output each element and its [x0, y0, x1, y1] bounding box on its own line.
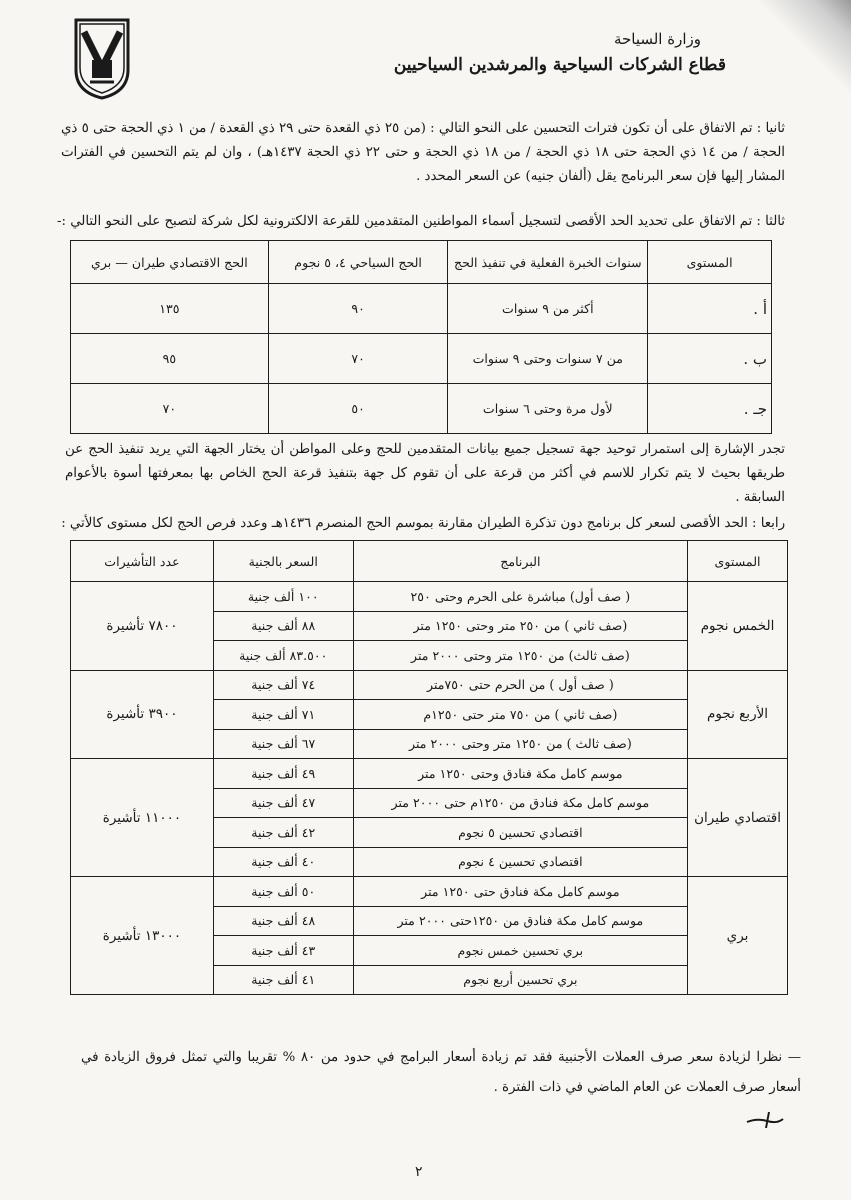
program-cell: موسم كامل مكة فنادق حتى ١٢٥٠ متر	[353, 877, 687, 907]
visa-count-cell: ١٣٠٠٠ تأشيرة	[71, 877, 214, 995]
experience-table	[70, 240, 772, 434]
visa-count-cell: ٣٩٠٠ تأشيرة	[71, 670, 214, 759]
tourism-quota-cell: ٥٠	[268, 384, 448, 434]
price-cell: ٤٩ ألف جنية	[213, 759, 353, 789]
experience-cell: من ٧ سنوات وحتى ٩ سنوات	[448, 334, 648, 384]
signature-mark-icon	[745, 1108, 785, 1132]
tourism-quota-cell: ٩٠	[268, 284, 448, 334]
paragraph-registration: تجدر الإشارة إلى استمرار توحيد جهة تسجيل جميع بيانات المتقدمين للحج وعلى المواطن أن يختار الجهة التي يريد تنفيذ الحج عن طريقها بحيث لا يتم تكرار للاسم في أكثر من قرعة على أن تقوم كل جهة بتنفيذ قرعة الحج الخاص بها بمعرفتها أسوة بالأعوام السابقة .	[65, 442, 785, 505]
column-header: المستوى	[648, 241, 772, 284]
column-header: المستوى	[688, 541, 788, 582]
price-cell: ٤٨ ألف جنية	[213, 906, 353, 936]
level-cell: ب .	[648, 334, 772, 384]
price-cell: ٨٨ ألف جنية	[213, 611, 353, 641]
program-cell: موسم كامل مكة فنادق من ١٢٥٠م حتى ٢٠٠٠ متر	[353, 788, 687, 818]
page-number: ٢	[415, 1164, 423, 1180]
table-row	[71, 284, 772, 334]
program-cell: ( صف أول) مباشرة على الحرم وحتى ٢٥٠	[353, 582, 687, 612]
paragraph-third: ثالثا : تم الاتفاق على تحديد الحد الأقصى لتسجيل أسماء المواطنين المتقدمين للقرعة الالكترونية لكل شركة لتصبح على النحو التالي :-	[57, 214, 785, 229]
price-cell: ٧٤ ألف جنية	[213, 670, 353, 700]
table-row	[71, 877, 788, 907]
program-cell: موسم كامل مكة فنادق وحتى ١٢٥٠ متر	[353, 759, 687, 789]
level-cell: الأربع نجوم	[688, 670, 788, 759]
price-cell: ٦٧ ألف جنية	[213, 729, 353, 759]
level-cell: الخمس نجوم	[688, 582, 788, 671]
price-cell: ٤٢ ألف جنية	[213, 818, 353, 848]
price-cell: ٤٠ ألف جنية	[213, 847, 353, 877]
economy-quota-cell: ٧٠	[71, 384, 269, 434]
economy-quota-cell: ٩٥	[71, 334, 269, 384]
price-cell: ٤١ ألف جنية	[213, 965, 353, 995]
visa-count-cell: ٧٨٠٠ تأشيرة	[71, 582, 214, 671]
paragraph-fourth: رابعا : الحد الأقصى لسعر كل برنامج دون تذكرة الطيران مقارنة بموسم الحج المنصرم ١٤٣٦هـ وعدد فرص الحج لكل مستوى كالأتي :	[61, 516, 785, 531]
program-cell: (صف ثاني ) من ٢٥٠ متر وحتى ١٢٥٠ متر	[353, 611, 687, 641]
table-header-row	[71, 541, 788, 582]
table-header-row	[71, 241, 772, 284]
price-cell: ١٠٠ ألف جنية	[213, 582, 353, 612]
price-cell: ٤٣ ألف جنية	[213, 936, 353, 966]
program-cell: (صف ثاني ) من ٧٥٠ متر حتى ١٢٥٠م	[353, 700, 687, 730]
level-cell: بري	[688, 877, 788, 995]
table-row	[71, 334, 772, 384]
footnote: — نظرا لزيادة سعر صرف العملات الأجنبية فقد تم زيادة أسعار البرامج في حدود من ٨٠ % تقريبا والتي تمثل فروق الزيادة في أسعار صرف العملات عن العام الماضي في ذات الفترة .	[81, 1050, 802, 1095]
experience-cell: أكثر من ٩ سنوات	[448, 284, 648, 334]
program-cell: اقتصادي تحسين ٥ نجوم	[353, 818, 687, 848]
program-cell: ( صف أول ) من الحرم حتى ٧٥٠متر	[353, 670, 687, 700]
column-header: الحج السياحي ٤، ٥ نجوم	[268, 241, 448, 284]
program-cell: (صف ثالث ) من ١٢٥٠ متر وحتى ٢٠٠٠ متر	[353, 729, 687, 759]
column-header: الحج الاقتصادي طيران — بري	[71, 241, 269, 284]
program-cell: بري تحسين أربع نجوم	[353, 965, 687, 995]
ministry-name: وزارة السياحة	[613, 30, 701, 48]
table-row	[71, 670, 788, 700]
table-row	[71, 582, 788, 612]
ministry-emblem-icon	[70, 16, 134, 100]
price-cell: ٥٠ ألف جنية	[213, 877, 353, 907]
program-cell: موسم كامل مكة فنادق من ١٢٥٠حتى ٢٠٠٠ متر	[353, 906, 687, 936]
program-cell: بري تحسين خمس نجوم	[353, 936, 687, 966]
column-header: البرنامج	[353, 541, 687, 582]
tourism-quota-cell: ٧٠	[268, 334, 448, 384]
level-cell: أ .	[648, 284, 772, 334]
price-cell: ٨٣.٥٠٠ ألف جنية	[213, 641, 353, 671]
pricing-table	[70, 540, 788, 995]
table-row	[71, 384, 772, 434]
scan-shadow	[756, 0, 851, 95]
visa-count-cell: ١١٠٠٠ تأشيرة	[71, 759, 214, 877]
level-cell: اقتصادي طيران	[688, 759, 788, 877]
column-header: عدد التأشيرات	[71, 541, 214, 582]
economy-quota-cell: ١٣٥	[71, 284, 269, 334]
column-header: السعر بالجنية	[213, 541, 353, 582]
paragraph-second: ثانيا : تم الاتفاق على أن تكون فترات التحسين على النحو التالي : (من ٢٥ ذي القعدة حتى ٢٩ ذي القعدة / من ١ ذي الحجة حتى ٥ ذي الحجة / من ١٤ ذي الحجة حتى ١٨ ذي الحجة / من ١٨ ذي الحجة و حتى ٢٢ ذي الحجة ١٤٣٧هـ) ، وان لم يتم التحسين في الفترات المشار إليها فإن سعر البرنامج يقل (ألفان جنيه) عن السعر المحدد .	[61, 121, 785, 184]
table-row	[71, 759, 788, 789]
program-cell: اقتصادي تحسين ٤ نجوم	[353, 847, 687, 877]
experience-cell: لأول مرة وحتى ٦ سنوات	[448, 384, 648, 434]
level-cell: جـ .	[648, 384, 772, 434]
column-header: سنوات الخبرة الفعلية في تنفيذ الحج	[448, 241, 648, 284]
sector-name: قطاع الشركات السياحية والمرشدين السياحيين	[393, 55, 726, 75]
price-cell: ٤٧ ألف جنية	[213, 788, 353, 818]
price-cell: ٧١ ألف جنية	[213, 700, 353, 730]
program-cell: (صف ثالث) من ١٢٥٠ متر وحتى ٢٠٠٠ متر	[353, 641, 687, 671]
